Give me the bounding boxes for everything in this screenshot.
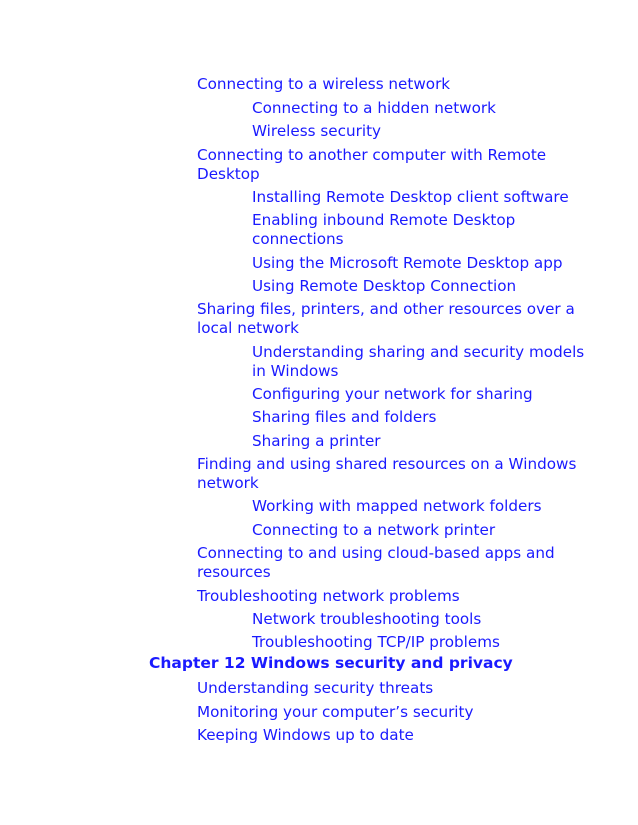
toc-entry-remote-desktop[interactable]: Connecting to another computer with Remote <box>197 146 547 164</box>
toc-entry-finding-shared-cont[interactable]: network <box>197 474 259 492</box>
toc-entry-rd-connection[interactable]: Using Remote Desktop Connection <box>252 277 517 295</box>
toc-entry-connecting-wireless[interactable]: Connecting to a wireless network <box>197 75 451 93</box>
toc-entry-sharing-models-cont[interactable]: in Windows <box>252 362 339 380</box>
toc-entry-monitoring-security[interactable]: Monitoring your computer’s security <box>197 703 474 721</box>
toc-entry-configure-sharing[interactable]: Configuring your network for sharing <box>252 385 533 403</box>
toc-entry-sharing-resources-cont[interactable]: local network <box>197 319 299 337</box>
toc-entry-sharing-models[interactable]: Understanding sharing and security models <box>252 343 585 361</box>
toc-entry-enable-inbound-rd[interactable]: Enabling inbound Remote Desktop <box>252 211 516 229</box>
toc-entry-security-threats[interactable]: Understanding security threats <box>197 679 434 697</box>
toc-entry-network-printer[interactable]: Connecting to a network printer <box>252 521 496 539</box>
toc-entry-enable-inbound-rd-cont[interactable]: connections <box>252 230 344 248</box>
toc-entry-troubleshooting-tools[interactable]: Network troubleshooting tools <box>252 610 482 628</box>
toc-entry-windows-update[interactable]: Keeping Windows up to date <box>197 726 414 744</box>
toc-entry-ms-rd-app[interactable]: Using the Microsoft Remote Desktop app <box>252 254 563 272</box>
toc-entry-wireless-security[interactable]: Wireless security <box>252 122 382 140</box>
toc-entry-troubleshooting[interactable]: Troubleshooting network problems <box>197 587 460 605</box>
toc-entry-cloud-apps-cont[interactable]: resources <box>197 563 271 581</box>
toc-entry-finding-shared[interactable]: Finding and using shared resources on a Windows <box>197 455 577 473</box>
toc-chapter-12[interactable]: Chapter 12 Windows security and privacy <box>149 654 513 672</box>
toc-entry-cloud-apps[interactable]: Connecting to and using cloud-based apps and <box>197 544 555 562</box>
toc-entry-tcpip-problems[interactable]: Troubleshooting TCP/IP problems <box>252 633 500 651</box>
toc-entry-hidden-network[interactable]: Connecting to a hidden network <box>252 99 496 117</box>
toc-entry-mapped-folders[interactable]: Working with mapped network folders <box>252 497 542 515</box>
toc-entry-sharing-printer[interactable]: Sharing a printer <box>252 432 381 450</box>
toc-entry-remote-desktop-cont[interactable]: Desktop <box>197 165 260 183</box>
toc-entry-install-rd-client[interactable]: Installing Remote Desktop client software <box>252 188 569 206</box>
toc-entry-sharing-files[interactable]: Sharing files and folders <box>252 408 437 426</box>
toc-entry-sharing-resources[interactable]: Sharing files, printers, and other resources over a <box>197 300 575 318</box>
